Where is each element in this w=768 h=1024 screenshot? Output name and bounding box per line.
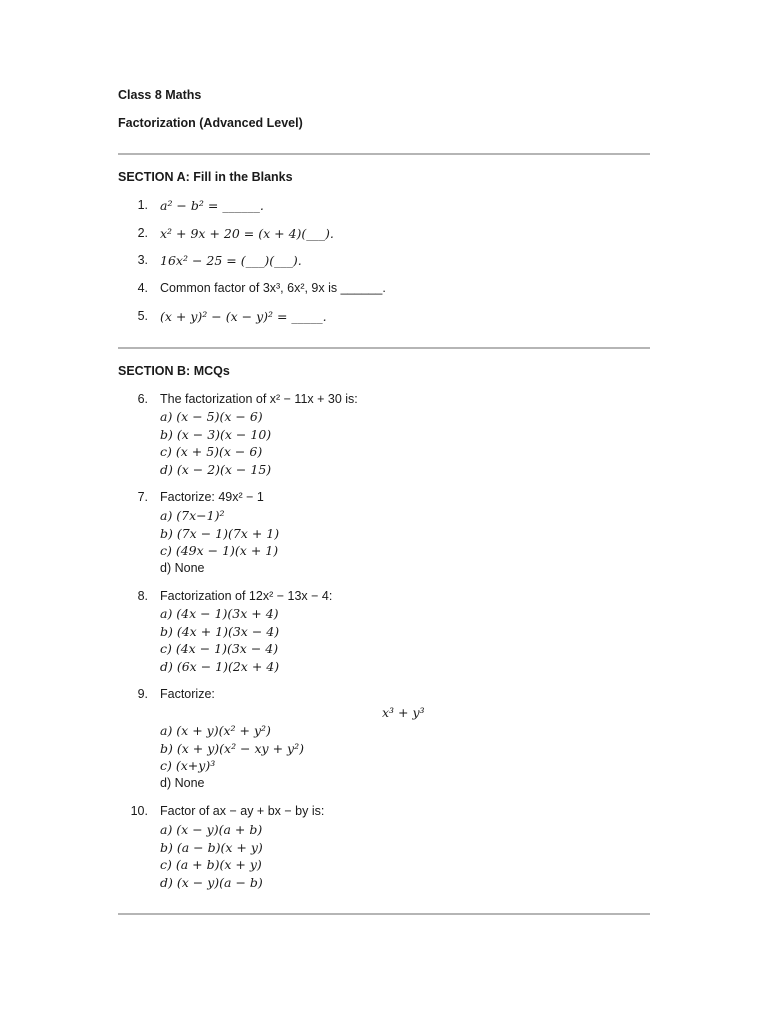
option: c) (a + b)(x + y)	[160, 857, 262, 873]
option: b) (a − b)(x + y)	[160, 839, 263, 855]
topic-title: Factorization (Advanced Level)	[118, 116, 303, 130]
question-number: 5.	[137, 309, 148, 323]
section-a-title: SECTION A: Fill in the Blanks	[118, 170, 293, 184]
option: d) (x − y)(a − b)	[160, 874, 263, 890]
options-list	[160, 605, 279, 675]
option: c) (x+y)³	[160, 758, 216, 774]
question-text: x² + 9x + 20 = (x + 4)(___).	[160, 226, 334, 241]
question-number: 9.	[137, 687, 148, 701]
question-text: a² − b² = ______.	[160, 198, 264, 213]
question-text: Common factor of 3x³, 6x², 9x is ______.	[160, 281, 386, 295]
question-number: 3.	[137, 253, 148, 267]
options-list	[160, 821, 263, 891]
option: a) (7x−1)²	[160, 508, 225, 523]
question-text: The factorization of x² − 11x + 30 is:	[160, 392, 358, 406]
question-number: 10.	[130, 804, 148, 818]
option: d) None	[160, 560, 205, 575]
option: d) (6x − 1)(2x + 4)	[160, 658, 280, 674]
option: d) None	[160, 775, 205, 790]
option: c) (x + 5)(x − 6)	[160, 444, 263, 460]
option: b) (x + y)(x² − xy + y²)	[160, 740, 304, 756]
options-list	[160, 507, 279, 577]
display-expression: x³ + y³	[382, 705, 425, 720]
option: a) (x + y)(x² + y²)	[160, 723, 271, 738]
options-list	[160, 408, 271, 478]
option: c) (49x − 1)(x + 1)	[160, 543, 279, 559]
option: a) (x − 5)(x − 6)	[160, 409, 263, 424]
option: c) (4x − 1)(3x − 4)	[160, 641, 279, 657]
question-text: Factorize:	[160, 687, 215, 701]
option: b) (x − 3)(x − 10)	[160, 426, 272, 442]
divider	[118, 153, 650, 155]
option: a) (4x − 1)(3x + 4)	[160, 606, 279, 621]
divider	[118, 347, 650, 349]
question-text: Factorize: 49x² − 1	[160, 490, 264, 504]
question-number: 7.	[137, 490, 148, 504]
question-number: 2.	[137, 226, 148, 240]
question-number: 1.	[137, 198, 148, 212]
question-number: 8.	[137, 589, 148, 603]
question-text: 16x² − 25 = (___)(___).	[160, 253, 302, 268]
divider	[118, 913, 650, 915]
question-text: (x + y)² − (x − y)² = _____.	[160, 309, 327, 324]
option: a) (x − y)(a + b)	[160, 822, 263, 837]
option: b) (7x − 1)(7x + 1)	[160, 525, 280, 541]
class-title: Class 8 Maths	[118, 88, 202, 102]
question-text: Factorization of 12x² − 13x − 4:	[160, 589, 333, 603]
question-number: 6.	[137, 392, 148, 406]
options-list	[160, 722, 304, 792]
option: b) (4x + 1)(3x − 4)	[160, 623, 280, 639]
question-number: 4.	[137, 281, 148, 295]
option: d) (x − 2)(x − 15)	[160, 461, 272, 477]
question-text: Factor of ax − ay + bx − by is:	[160, 804, 325, 818]
section-b-title: SECTION B: MCQs	[118, 364, 230, 378]
